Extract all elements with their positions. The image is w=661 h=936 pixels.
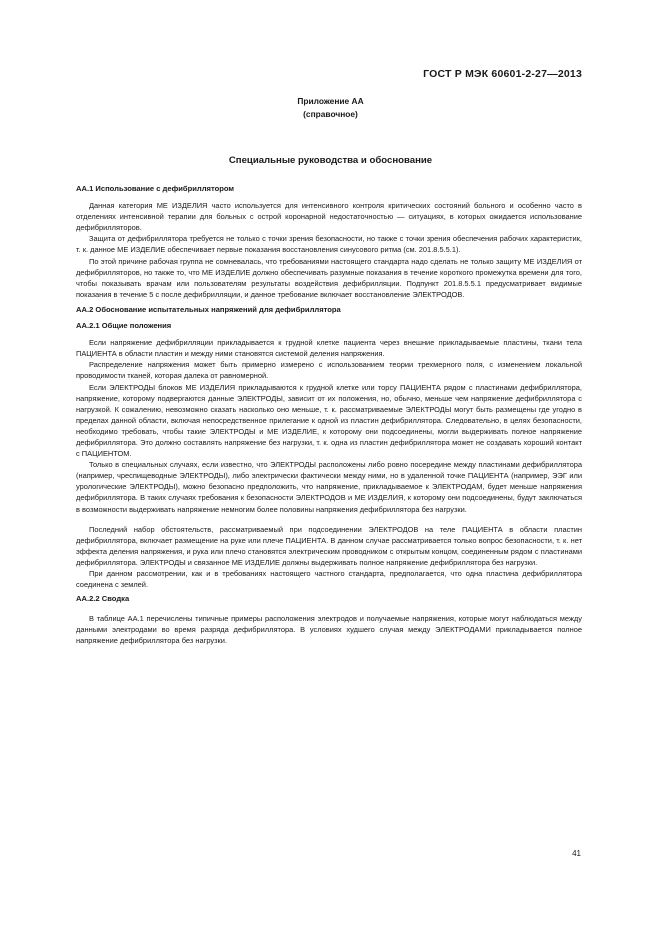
paragraph: В таблице АА.1 перечислены типичные примеры расположения электродов и получаемые напряжения, которые могут наблюдаться между данными электродами во время разряда дефибриллятора. В условиях худшего случая между ЭЛЕКТРОДАМИ прикладывается полное напряжение дефибриллятора без нагрузки. xyxy=(76,614,582,646)
paragraph: Распределение напряжения может быть примерно измерено с использованием теории трехмерного поля, с изменением локальной проводимости тканей, которая далека от равномерной. xyxy=(76,360,582,381)
section-heading-aa2-1: АА.2.1 Общие положения xyxy=(76,321,172,331)
page-number: 41 xyxy=(572,849,581,858)
paragraph: Только в специальных случаях, если известно, что ЭЛЕКТРОДЫ расположены либо ровно посередине между пластинами дефибриллятора (например, чреспищеводные ЭЛЕКТРОДЫ), либо электрически фактически между ними, но в удаленной точке ПАЦИЕНТА (например, ЭЭГ или урологические ЭЛЕКТРОДЫ), можно безопасно предположить, что напряжение, прикладываемое к ЭЛЕКТРОДАМ, будет меньше напряжения дефибриллятора. В таких случаях требования к безопасности ЭЛЕКТРОДОВ и МЕ ИЗДЕЛИЯ, к которому они подсоединены, будут заключаться в возможности выдерживать напряжение немногим более половины напряжения дефибриллятора без нагрузки. xyxy=(76,460,582,514)
paragraph: Если напряжение дефибрилляции прикладывается к грудной клетке пациента через внешние прикладываемые пластины, ткани тела ПАЦИЕНТА в области пластин и между ними становятся системой деления напряжения. xyxy=(76,338,582,359)
paragraph: Данная категория МЕ ИЗДЕЛИЯ часто используется для интенсивного контроля критических состояний больного и особенно часто в отделениях интенсивной терапии для больных с острой коронарной недостаточностью — ситуациях, в которых ожидается использование дефибрилляторов. xyxy=(76,201,582,233)
section-heading-aa2-2: АА.2.2 Сводка xyxy=(76,594,130,604)
annex-note: (справочное) xyxy=(303,109,358,119)
section-heading-aa2: АА.2 Обоснование испытательных напряжений для дефибриллятора xyxy=(76,304,341,314)
section-heading-aa1: АА.1 Использование с дефибриллятором xyxy=(76,184,235,193)
main-title: Специальные руководства и обоснование xyxy=(228,155,433,166)
annex-block xyxy=(0,95,661,121)
paragraph: Последний набор обстоятельств, рассматриваемый при подсоединении ЭЛЕКТРОДОВ на теле ПАЦИЕНТА в области пластин дефибриллятора, включает размещение на руке или плече ПАЦИЕНТА. В данном случае рассматривается только вопрос безопасности, т. к. нет эффекта деления напряжения, и рука или плечо становятся электрическим проводником с открытым концом, соединенным рядом с пластинами дефибриллятора. ЭЛЕКТРОДЫ и связанное МЕ ИЗДЕЛИЕ должны выдерживать полное напряжение дефибриллятора без нагрузки. xyxy=(76,524,582,567)
paragraph: Защита от дефибриллятора требуется не только с точки зрения безопасности, но также с точки зрения обеспечения рабочих характеристик, т. к. данное МЕ ИЗДЕЛИЕ обеспечивает первые показания восстановления синусового ритма (см. 201.8.5.5.1). xyxy=(76,234,582,255)
document-body xyxy=(76,183,582,647)
paragraph: Если ЭЛЕКТРОДЫ блоков МЕ ИЗДЕЛИЯ прикладываются к грудной клетке или торсу ПАЦИЕНТА рядом с пластинами дефибриллятора, напряжение, которому подвергаются данные ЭЛЕКТРОДЫ, зависит от их положения, но, обычно, меньше чем напряжение дефибриллятора с нагрузкой. К сожалению, невозможно сказать насколько оно меньше, т. к. рассматриваемые ЭЛЕКТРОДЫ могут быть размещены где угодно в пределах данной области, включая непосредственное прилегание к одной из пластин дефибриллятора. Следовательно, в целях безопасности, необходимо требовать, чтобы такие ЭЛЕКТРОДЫ и МЕ ИЗДЕЛИЕ, к которому они подсоединены, могли выдерживать полное напряжение дефибриллятора. Это должно составлять напряжение без нагрузки, т. к. одна из пластин дефибриллятора может не создавать хороший контакт с ПАЦИЕНТОМ. xyxy=(76,382,582,459)
standard-code: ГОСТ Р МЭК 60601-2-27—2013 xyxy=(423,68,582,80)
annex-title: Приложение АА xyxy=(297,96,364,106)
paragraph: По этой причине рабочая группа не сомневалась, что требованиями настоящего стандарта надо сделать не только защиту МЕ ИЗДЕЛИЯ от дефибрилляторов, но также то, что МЕ ИЗДЕЛИЕ должно обеспечивать разумные показания в течение короткого промежутка времени для того, чтобы показывать врачам или пользователям результаты воздействия дефибрилляции. Подпункт 201.8.5.5.1 предусматривает видимые показания в течение 5 с после дефибрилляции, и данное требование включает восстановление ЭЛЕКТРОДОВ. xyxy=(76,256,582,299)
paragraph: При данном рассмотрении, как и в требованиях настоящего частного стандарта, предполагается, что одна пластина дефибриллятора соединена с землей. xyxy=(76,569,582,590)
